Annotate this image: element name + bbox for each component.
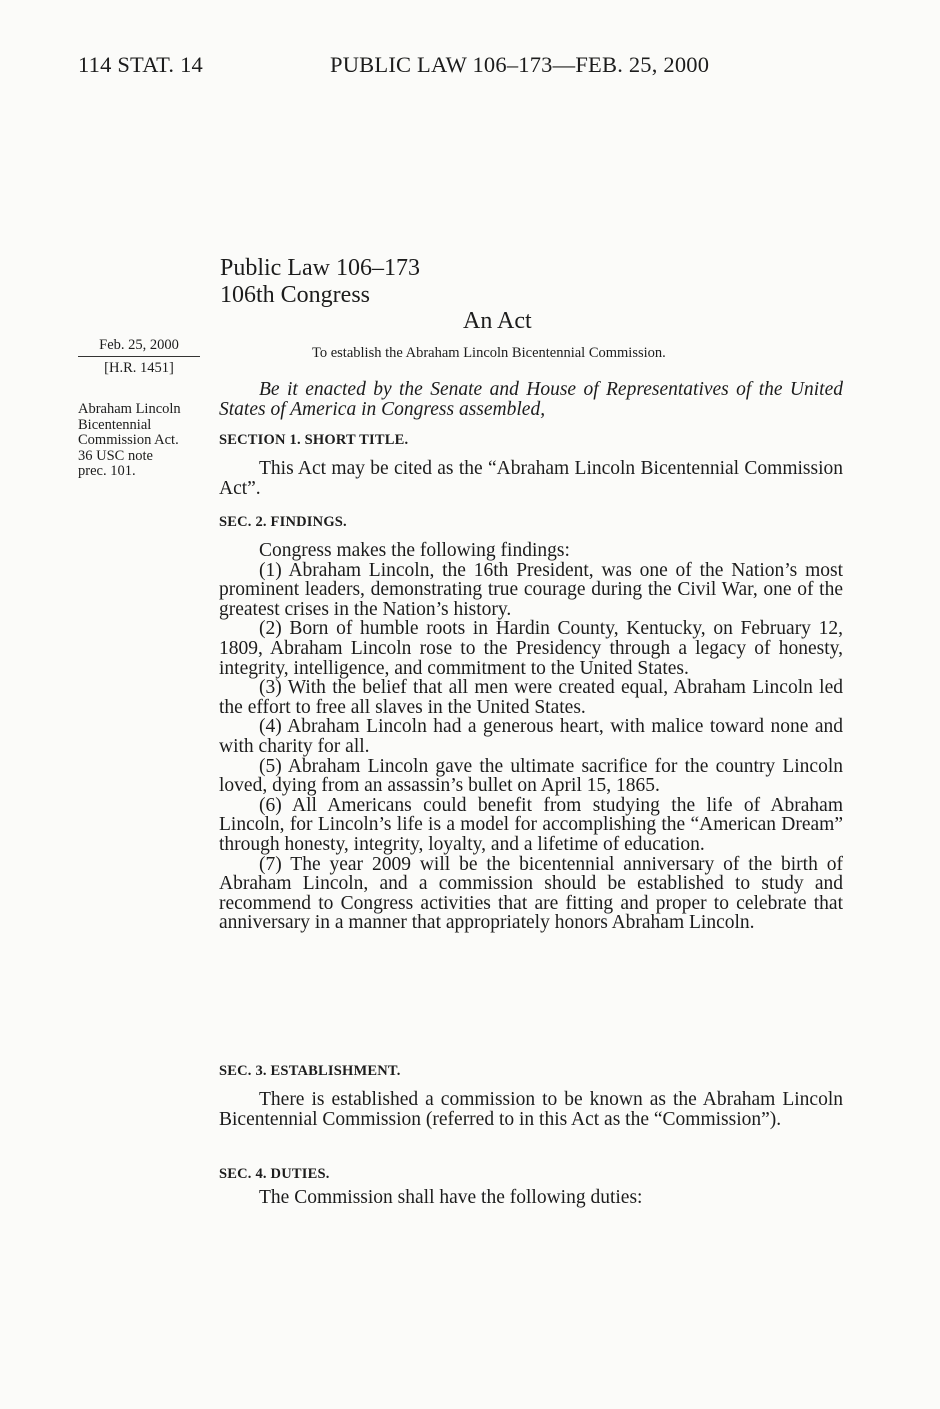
enacting-clause: Be it enacted by the Senate and House of Representatives of the United States of America in Congress assembled,	[219, 379, 843, 420]
law-number: Public Law 106–173	[220, 255, 420, 281]
section-1-heading: SECTION 1. SHORT TITLE.	[219, 432, 409, 448]
page-reference: 114 STAT. 14	[78, 52, 203, 77]
section-4-heading: SEC. 4. DUTIES.	[219, 1166, 330, 1182]
finding-item: (6) All Americans could benefit from studying the life of Abraham Lincoln, for Lincoln’s life is a model for accomplishing the “American Dream” through honesty, integrity, loyalty, and a lifetime of education.	[219, 794, 843, 855]
finding-item: (5) Abraham Lincoln gave the ultimate sacrifice for the country Lincoln loved, dying from an assassin’s bullet on April 15, 1865.	[219, 755, 843, 797]
finding-item: (4) Abraham Lincoln had a generous heart, with malice toward none and with charity for all.	[219, 716, 843, 757]
margin-note-line: Commission Act.	[78, 432, 179, 448]
margin-note-line: prec. 101.	[78, 463, 136, 479]
margin-date-block	[78, 336, 200, 377]
section-3-heading: SEC. 3. ESTABLISHMENT.	[219, 1063, 401, 1079]
margin-note	[78, 402, 218, 480]
findings-intro: Congress makes the following findings:	[259, 540, 570, 561]
enactment-date: Feb. 25, 2000	[78, 336, 200, 357]
act-heading: An Act	[463, 308, 532, 334]
section-2-findings	[219, 541, 843, 933]
act-purpose: To establish the Abraham Lincoln Bicentennial Commission.	[312, 345, 666, 361]
finding-item: (7) The year 2009 will be the bicentennial anniversary of the birth of Abraham Lincoln, and a commission should be established to study and recommend to Congress activities that are fitting and proper to celebrate that anniversary in a manner that appropriately honors Abraham Lincoln.	[219, 853, 843, 934]
bill-number: [H.R. 1451]	[104, 360, 174, 376]
finding-item: (1) Abraham Lincoln, the 16th President, was one of the Nation’s most prominent leaders, demonstrating true courage during the Civil War, one of the greatest crises in the Nation’s history.	[219, 559, 843, 620]
section-1-text: This Act may be cited as the “Abraham Lincoln Bicentennial Commission Act”.	[219, 458, 843, 499]
congress-number: 106th Congress	[220, 282, 370, 308]
margin-note-line: Bicentennial	[78, 416, 152, 433]
law-title-block	[220, 255, 420, 309]
section-2-heading: SEC. 2. FINDINGS.	[219, 514, 347, 530]
finding-item: (3) With the belief that all men were created equal, Abraham Lincoln led the effort to free all slaves in the United States.	[219, 677, 843, 718]
section-3-text: There is established a commission to be known as the Abraham Lincoln Bicentennial Commission (referred to in this Act as the “Commission”).	[219, 1089, 843, 1130]
law-reference: PUBLIC LAW 106–173—FEB. 25, 2000	[330, 52, 710, 77]
section-4-text: The Commission shall have the following duties:	[259, 1187, 643, 1208]
margin-note-line: Abraham Lincoln	[78, 401, 181, 417]
margin-note-line: 36 USC note	[78, 447, 153, 464]
finding-item: (2) Born of humble roots in Hardin County, Kentucky, on February 12, 1809, Abraham Lincoln rose to the Presidency through a legacy of honesty, integrity, intelligence, and commitment to the United States.	[219, 618, 843, 679]
